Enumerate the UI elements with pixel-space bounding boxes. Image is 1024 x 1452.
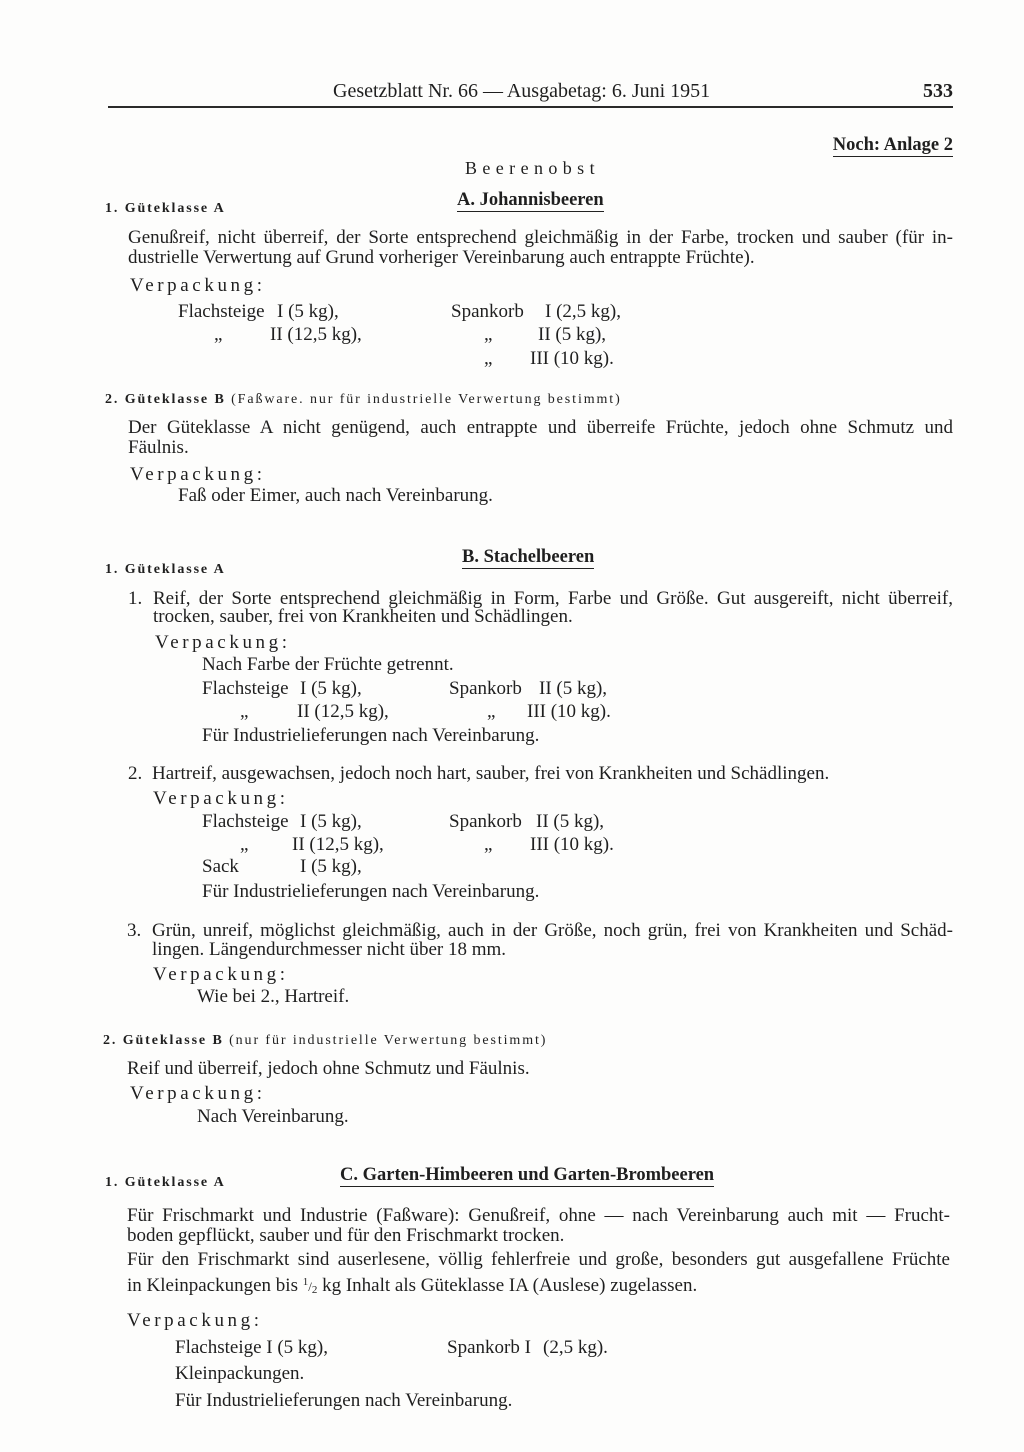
paragraph-line: Der Güteklasse A nicht genügend, auch entrappte und überreife Früchte, jedoch ohne Schmutz und: [128, 417, 953, 438]
grade-label-text: 1. Güteklasse A: [105, 1175, 226, 1190]
paragraph-line: dustrielle Verwertung auf Grund vorheriger Vereinbarung auch entrappte Früchte).: [128, 247, 755, 268]
packaging-size: II (12,5 kg),: [270, 324, 362, 345]
category-title: Beerenobst: [465, 158, 600, 178]
packaging-line: Nach Vereinbarung.: [197, 1106, 349, 1127]
packaging-label: Verpackung:: [127, 1310, 263, 1331]
packaging-size: II (12,5 kg),: [297, 701, 389, 722]
paragraph-line: Grün, unreif, möglichst gleichmäßig, auch in der Größe, noch grün, frei von Krankheiten und Schäd-: [152, 920, 953, 941]
page-number: 533: [923, 80, 953, 102]
section-heading: A. Johannisbeeren: [457, 190, 604, 210]
grade-label: [103, 1033, 547, 1049]
packaging-size: III (10 kg).: [527, 701, 611, 722]
packaging-size: II (5 kg),: [539, 678, 608, 699]
annex-label: Noch: Anlage 2: [832, 135, 953, 155]
packaging-label: Verpackung:: [155, 632, 291, 653]
packaging-size: I (2,5 kg),: [545, 301, 621, 322]
grade-note: (Faßware. nur für industrielle Verwertung bestimmt): [231, 392, 622, 407]
packaging-container-name: Spankorb: [449, 678, 522, 699]
paragraph-line: Für den Frischmarkt sind auserlesene, völlig fehlerfreie und große, besonders gut ausgefallene Früchte: [127, 1249, 950, 1270]
packaging-size: II (5 kg),: [536, 811, 605, 832]
packaging-line: Kleinpackungen.: [175, 1363, 305, 1384]
packaging-label: Verpackung:: [130, 464, 266, 485]
packaging-container-name: Spankorb: [449, 811, 522, 832]
packaging-label: Verpackung:: [130, 1083, 266, 1104]
fraction-numerator: 1: [302, 1276, 309, 1288]
packaging-size: I (5 kg),: [277, 301, 339, 322]
ditto-mark: „: [484, 834, 493, 855]
grade-label: [105, 562, 226, 578]
item-number: 1.: [128, 588, 143, 609]
packaging-size: III (10 kg).: [530, 834, 614, 855]
ditto-mark: „: [214, 324, 223, 345]
packaging-container-name: Flachsteige: [202, 678, 289, 699]
paragraph-line: Reif, der Sorte entsprechend gleichmäßig in Form, Farbe und Größe. Gut ausgereift, nicht überreif,: [153, 588, 953, 609]
packaging-line: Wie bei 2., Hartreif.: [197, 986, 350, 1007]
packaging-size: (2,5 kg).: [543, 1337, 608, 1358]
paragraph-line: trocken, sauber, frei von Krankheiten und Schädlingen.: [153, 606, 573, 627]
packaging-label: Verpackung:: [130, 275, 266, 296]
packaging-size: II (12,5 kg),: [292, 834, 384, 855]
packaging-label: Verpackung:: [153, 964, 289, 985]
grade-label-text: 1. Güteklasse A: [105, 201, 226, 216]
ditto-mark: „: [240, 701, 249, 722]
grade-label: [105, 392, 622, 408]
item-number: 3.: [127, 920, 142, 941]
packaging-container-name: Spankorb: [451, 301, 524, 322]
packaging-size: I (5 kg),: [300, 811, 362, 832]
item-number: 2.: [128, 763, 143, 784]
packaging-size: I (5 kg),: [300, 678, 362, 699]
packaging-container-name: Flachsteige: [178, 301, 265, 322]
ditto-mark: „: [484, 348, 493, 369]
grade-label-text: 2. Güteklasse B: [105, 392, 226, 407]
paragraph-text: kg Inhalt als Güteklasse IA (Auslese) zugelassen.: [322, 1275, 698, 1296]
paragraph-line: Für Frischmarkt und Industrie (Faßware): Genußreif, ohne — nach Vereinbarung auch mit — Frucht-: [127, 1205, 950, 1226]
packaging-size: I (5 kg),: [300, 856, 362, 877]
paragraph-line: [127, 1272, 697, 1300]
packaging-container-name: Sack: [202, 856, 239, 877]
grade-label: [105, 1175, 226, 1191]
fraction-denominator: 2: [311, 1284, 318, 1296]
header-rule: [108, 106, 953, 108]
paragraph-line: Reif und überreif, jedoch ohne Schmutz und Fäulnis.: [127, 1058, 530, 1079]
packaging-note: Nach Farbe der Früchte getrennt.: [202, 654, 454, 675]
section-heading: C. Garten-Himbeeren und Garten-Brombeeren: [340, 1165, 715, 1185]
packaging-footer: Für Industrielieferungen nach Vereinbarung.: [202, 725, 540, 746]
paragraph-line: boden gepflückt, sauber und für den Frischmarkt trocken.: [127, 1225, 565, 1246]
paragraph-line: Fäulnis.: [128, 437, 189, 458]
grade-label-text: 2. Güteklasse B: [103, 1033, 224, 1048]
ditto-mark: „: [484, 324, 493, 345]
packaging-line: Faß oder Eimer, auch nach Vereinbarung.: [178, 485, 493, 506]
ditto-mark: „: [240, 834, 249, 855]
packaging-container-name: Flachsteige I (5 kg),: [175, 1337, 329, 1358]
paragraph-line: Hartreif, ausgewachsen, jedoch noch hart, sauber, frei von Krankheiten und Schädlingen.: [152, 763, 830, 784]
grade-label-text: 1. Güteklasse A: [105, 562, 226, 577]
paragraph-line: lingen. Längendurchmesser nicht über 18 mm.: [152, 939, 507, 960]
packaging-container-name: Spankorb I: [447, 1337, 531, 1358]
packaging-line: Für Industrielieferungen nach Vereinbarung.: [175, 1390, 513, 1411]
packaging-label: Verpackung:: [153, 788, 289, 809]
fraction-separator: /: [308, 1279, 312, 1294]
packaging-size: II (5 kg),: [538, 324, 607, 345]
grade-note: (nur für industrielle Verwertung bestimmt): [229, 1033, 548, 1048]
section-heading: B. Stachelbeeren: [462, 547, 595, 567]
gazette-title: Gesetzblatt Nr. 66 — Ausgabetag: 6. Juni 1951: [333, 80, 711, 102]
paragraph-line: Genußreif, nicht überreif, der Sorte entsprechend gleichmäßig in der Farbe, trocken und sauber (für in-: [128, 227, 953, 248]
packaging-container-name: Flachsteige: [202, 811, 289, 832]
paragraph-text: in Kleinpackungen bis: [127, 1275, 298, 1296]
packaging-footer: Für Industrielieferungen nach Vereinbarung.: [202, 881, 540, 902]
ditto-mark: „: [487, 701, 496, 722]
packaging-size: III (10 kg).: [530, 348, 614, 369]
grade-label: [105, 201, 226, 217]
